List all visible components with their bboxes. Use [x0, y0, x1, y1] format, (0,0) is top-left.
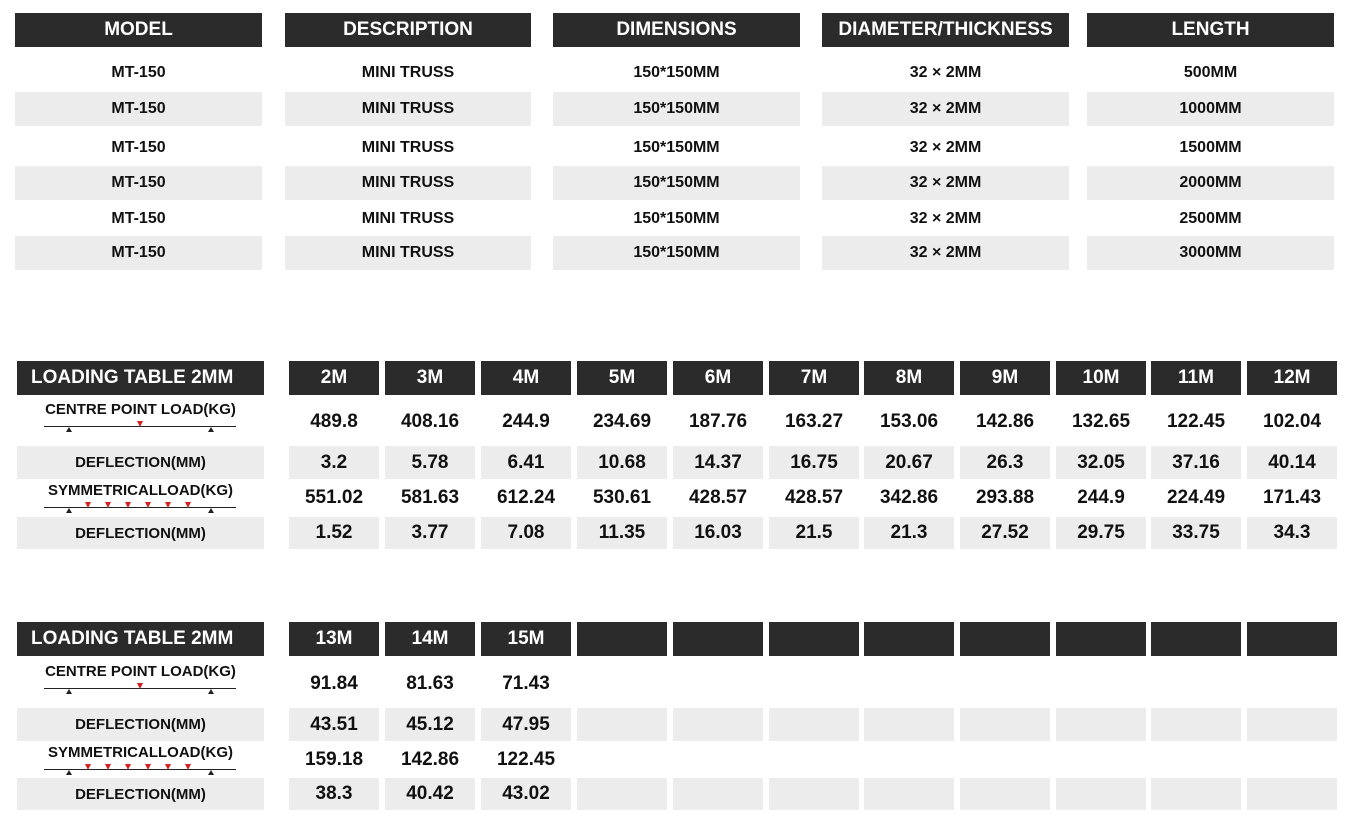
value-centre-point-load: 234.69 — [592, 411, 652, 432]
value-deflection-centre: 32.05 — [1056, 446, 1146, 479]
centre-point-load-diagram-icon — [40, 420, 240, 432]
value-deflection-centre: 45.12 — [385, 708, 475, 741]
span-header: 2M — [289, 361, 379, 395]
deflection-label: DEFLECTION(MM) — [17, 446, 264, 479]
spec-header-model: MODEL — [15, 13, 262, 47]
value-deflection-symmetrical — [769, 778, 859, 810]
value-symmetrical-load — [673, 743, 763, 777]
value-centre-point-load: 81.63 — [406, 673, 454, 694]
value-symmetrical-load — [769, 743, 859, 777]
spec-header-description: DESCRIPTION — [285, 13, 531, 47]
span-header — [577, 622, 667, 656]
value-deflection-centre: 14.37 — [673, 446, 763, 479]
span-header: 5M — [577, 361, 667, 395]
value-centre-point-load: 132.65 — [1071, 411, 1131, 432]
spec-cell-diameter-thickness: 32 × 2MM — [822, 236, 1069, 270]
value-deflection-centre — [769, 708, 859, 741]
value-deflection-symmetrical: 43.02 — [481, 778, 571, 810]
value-deflection-centre — [577, 708, 667, 741]
spec-cell-description: MINI TRUSS — [361, 210, 455, 227]
span-header — [1056, 622, 1146, 656]
deflection-label: DEFLECTION(MM) — [17, 517, 264, 549]
span-header: 4M — [481, 361, 571, 395]
spec-header-length: LENGTH — [1087, 13, 1334, 47]
value-deflection-centre: 3.2 — [289, 446, 379, 479]
value-symmetrical-load: 530.61 — [592, 487, 652, 508]
value-centre-point-load: 142.86 — [975, 411, 1035, 432]
value-centre-point-load: 153.06 — [879, 411, 939, 432]
value-centre-point-load — [1056, 665, 1146, 703]
value-deflection-symmetrical — [1247, 778, 1337, 810]
value-deflection-symmetrical: 3.77 — [385, 517, 475, 549]
value-deflection-centre: 20.67 — [864, 446, 954, 479]
spec-cell-length: 500MM — [1183, 64, 1238, 81]
value-deflection-centre — [1247, 708, 1337, 741]
value-centre-point-load — [864, 665, 954, 703]
value-centre-point-load — [1247, 665, 1337, 703]
value-deflection-centre — [1151, 708, 1241, 741]
value-deflection-symmetrical: 1.52 — [289, 517, 379, 549]
value-symmetrical-load — [1247, 743, 1337, 777]
spec-cell-dimensions: 150*150MM — [633, 139, 720, 156]
centre-point-load-label: CENTRE POINT LOAD(KG) — [45, 662, 236, 680]
value-symmetrical-load: 428.57 — [688, 487, 748, 508]
value-deflection-centre: 5.78 — [385, 446, 475, 479]
spec-cell-diameter-thickness: 32 × 2MM — [822, 92, 1069, 126]
value-deflection-symmetrical: 21.3 — [864, 517, 954, 549]
value-deflection-symmetrical: 33.75 — [1151, 517, 1241, 549]
value-deflection-symmetrical — [1056, 778, 1146, 810]
value-deflection-centre: 16.75 — [769, 446, 859, 479]
value-symmetrical-load: 142.86 — [400, 749, 460, 770]
value-deflection-centre — [960, 708, 1050, 741]
value-symmetrical-load — [864, 743, 954, 777]
spec-cell-diameter-thickness: 32 × 2MM — [909, 64, 982, 81]
spec-cell-diameter-thickness: 32 × 2MM — [909, 139, 982, 156]
value-centre-point-load — [577, 665, 667, 703]
value-symmetrical-load: 342.86 — [879, 487, 939, 508]
value-centre-point-load — [960, 665, 1050, 703]
span-header: 15M — [481, 622, 571, 656]
deflection-label: DEFLECTION(MM) — [17, 708, 264, 741]
spec-cell-length: 2000MM — [1087, 166, 1334, 200]
spec-cell-dimensions: 150*150MM — [553, 236, 800, 270]
value-symmetrical-load: 551.02 — [304, 487, 364, 508]
spec-cell-length: 1500MM — [1179, 139, 1242, 156]
value-deflection-centre: 26.3 — [960, 446, 1050, 479]
value-deflection-symmetrical: 11.35 — [577, 517, 667, 549]
span-header: 3M — [385, 361, 475, 395]
value-centre-point-load: 408.16 — [400, 411, 460, 432]
span-header — [864, 622, 954, 656]
spec-cell-diameter-thickness: 32 × 2MM — [822, 166, 1069, 200]
span-header: 10M — [1056, 361, 1146, 395]
span-header: 13M — [289, 622, 379, 656]
value-deflection-centre — [1056, 708, 1146, 741]
value-symmetrical-load: 293.88 — [975, 487, 1035, 508]
spec-cell-description: MINI TRUSS — [285, 92, 531, 126]
loading-table-title: LOADING TABLE 2MM — [17, 361, 264, 395]
value-symmetrical-load: 581.63 — [400, 487, 460, 508]
value-centre-point-load: 187.76 — [688, 411, 748, 432]
value-centre-point-load — [673, 665, 763, 703]
value-centre-point-load: 91.84 — [310, 673, 358, 694]
value-symmetrical-load — [1151, 743, 1241, 777]
centre-point-load-label: CENTRE POINT LOAD(KG) — [45, 400, 236, 418]
span-header — [1151, 622, 1241, 656]
spec-cell-dimensions: 150*150MM — [633, 210, 720, 227]
spec-cell-diameter-thickness: 32 × 2MM — [909, 210, 982, 227]
value-symmetrical-load — [577, 743, 667, 777]
value-centre-point-load: 244.9 — [502, 411, 550, 432]
value-deflection-symmetrical — [1151, 778, 1241, 810]
value-symmetrical-load: 428.57 — [784, 487, 844, 508]
span-header: 9M — [960, 361, 1050, 395]
value-symmetrical-load — [1056, 743, 1146, 777]
value-deflection-symmetrical — [960, 778, 1050, 810]
value-deflection-centre — [673, 708, 763, 741]
value-deflection-centre: 47.95 — [481, 708, 571, 741]
spec-cell-description: MINI TRUSS — [361, 139, 455, 156]
spec-cell-model: MT-150 — [15, 92, 262, 126]
spec-cell-description: MINI TRUSS — [285, 236, 531, 270]
value-centre-point-load: 489.8 — [310, 411, 358, 432]
value-deflection-symmetrical: 21.5 — [769, 517, 859, 549]
spec-cell-length: 1000MM — [1087, 92, 1334, 126]
value-deflection-centre: 43.51 — [289, 708, 379, 741]
value-deflection-symmetrical — [577, 778, 667, 810]
spec-header-dimensions: DIMENSIONS — [553, 13, 800, 47]
value-symmetrical-load — [960, 743, 1050, 777]
value-deflection-centre — [864, 708, 954, 741]
spec-cell-model: MT-150 — [111, 139, 166, 156]
spec-cell-model: MT-150 — [111, 64, 166, 81]
span-header — [1247, 622, 1337, 656]
symmetrical-load-label: SYMMETRICALLOAD(KG) — [48, 481, 233, 499]
spec-cell-dimensions: 150*150MM — [633, 64, 720, 81]
value-symmetrical-load: 159.18 — [304, 749, 364, 770]
span-header: 6M — [673, 361, 763, 395]
value-deflection-symmetrical: 16.03 — [673, 517, 763, 549]
spec-cell-description: MINI TRUSS — [285, 166, 531, 200]
value-deflection-symmetrical: 34.3 — [1247, 517, 1337, 549]
span-header — [960, 622, 1050, 656]
value-deflection-centre: 10.68 — [577, 446, 667, 479]
spec-header-diameter-thickness: DIAMETER/THICKNESS — [822, 13, 1069, 47]
value-deflection-symmetrical: 7.08 — [481, 517, 571, 549]
centre-point-load-diagram-icon — [40, 682, 240, 694]
value-deflection-symmetrical: 38.3 — [289, 778, 379, 810]
value-symmetrical-load: 224.49 — [1166, 487, 1226, 508]
value-symmetrical-load: 171.43 — [1262, 487, 1322, 508]
span-header — [673, 622, 763, 656]
deflection-label: DEFLECTION(MM) — [17, 778, 264, 810]
value-symmetrical-load: 122.45 — [496, 749, 556, 770]
value-centre-point-load: 122.45 — [1166, 411, 1226, 432]
value-deflection-symmetrical: 27.52 — [960, 517, 1050, 549]
loading-table-title: LOADING TABLE 2MM — [17, 622, 264, 656]
symmetrical-load-diagram-icon — [40, 763, 240, 775]
spec-cell-model: MT-150 — [15, 236, 262, 270]
symmetrical-load-diagram-icon — [40, 501, 240, 513]
span-header: 7M — [769, 361, 859, 395]
spec-cell-model: MT-150 — [111, 210, 166, 227]
spec-cell-dimensions: 150*150MM — [553, 166, 800, 200]
value-symmetrical-load: 612.24 — [496, 487, 556, 508]
span-header — [769, 622, 859, 656]
value-deflection-centre: 37.16 — [1151, 446, 1241, 479]
value-centre-point-load: 71.43 — [502, 673, 550, 694]
value-deflection-symmetrical: 29.75 — [1056, 517, 1146, 549]
span-header: 14M — [385, 622, 475, 656]
value-deflection-symmetrical: 40.42 — [385, 778, 475, 810]
span-header: 8M — [864, 361, 954, 395]
value-deflection-centre: 6.41 — [481, 446, 571, 479]
spec-cell-dimensions: 150*150MM — [553, 92, 800, 126]
value-centre-point-load: 163.27 — [784, 411, 844, 432]
value-deflection-symmetrical — [864, 778, 954, 810]
spec-cell-description: MINI TRUSS — [361, 64, 455, 81]
spec-cell-length: 2500MM — [1179, 210, 1242, 227]
value-symmetrical-load: 244.9 — [1077, 487, 1125, 508]
value-centre-point-load — [1151, 665, 1241, 703]
value-deflection-symmetrical — [673, 778, 763, 810]
spec-cell-model: MT-150 — [15, 166, 262, 200]
span-header: 12M — [1247, 361, 1337, 395]
value-centre-point-load: 102.04 — [1262, 411, 1322, 432]
value-centre-point-load — [769, 665, 859, 703]
spec-cell-length: 3000MM — [1087, 236, 1334, 270]
symmetrical-load-label: SYMMETRICALLOAD(KG) — [48, 743, 233, 761]
span-header: 11M — [1151, 361, 1241, 395]
value-deflection-centre: 40.14 — [1247, 446, 1337, 479]
